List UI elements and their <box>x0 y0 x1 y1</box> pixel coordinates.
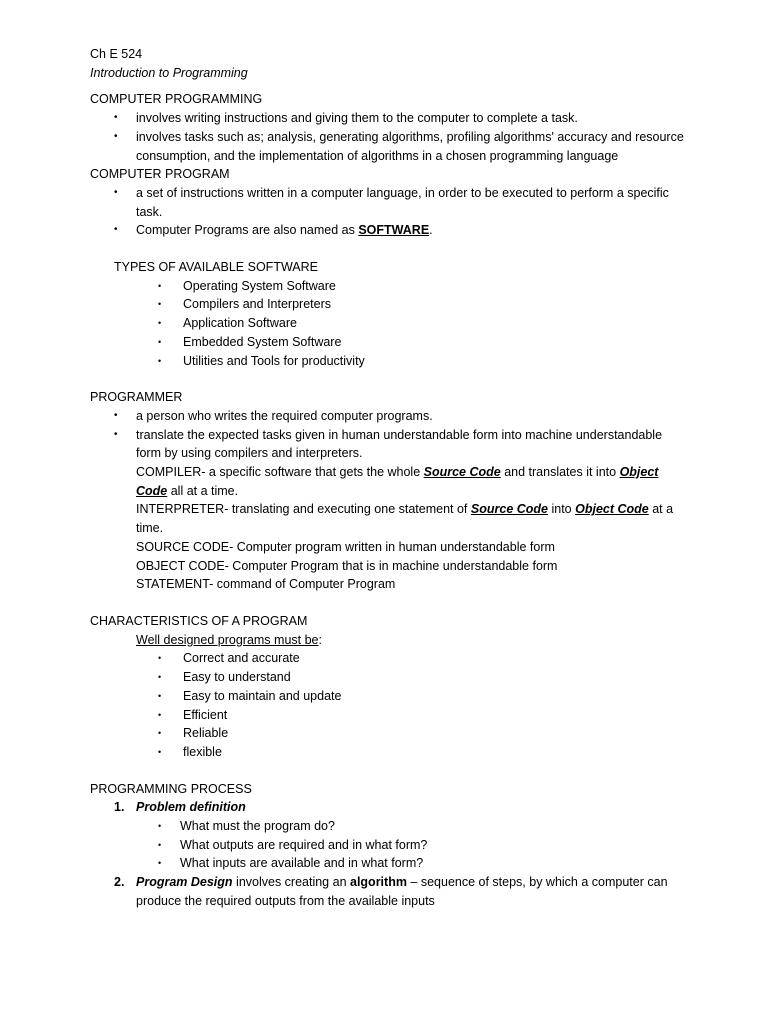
text-run: . <box>429 223 433 238</box>
list-item <box>90 649 690 668</box>
list-item-text: Efficient <box>183 707 228 722</box>
text-run: – sequence of steps, by which a computer can produce the required outputs from the available inputs <box>136 875 668 908</box>
text-run: into <box>548 502 576 517</box>
text-run: : <box>318 632 322 647</box>
statement-definition: STATEMENT- command of Computer Program <box>136 577 396 592</box>
bullet-icon: • <box>158 821 162 832</box>
bullet-icon: • <box>158 728 162 739</box>
object-code-term: Object Code <box>575 502 649 517</box>
list-item-text: What outputs are required and in what form? <box>180 837 428 852</box>
course-code: Ch E 524 <box>90 47 143 61</box>
object-code-term: Object Code <box>136 465 659 498</box>
section-heading-computer-programming: COMPUTER PROGRAMMING <box>90 92 263 107</box>
list-item <box>90 109 690 128</box>
list-item <box>90 743 690 762</box>
bullet-icon: • <box>114 130 118 142</box>
algorithm-term: algorithm <box>350 875 407 890</box>
list-item-text: Application Software <box>183 316 297 331</box>
bullet-icon: • <box>158 280 162 291</box>
bullet-icon: • <box>158 299 162 310</box>
text-run: involves creating an <box>232 875 350 890</box>
list-item-text: Operating System Software <box>183 278 336 293</box>
list-item-text: a person who writes the required computer programs. <box>136 408 433 423</box>
list-item <box>90 687 690 706</box>
text-run: INTERPRETER- translating and executing one statement of <box>136 502 471 517</box>
object-code-definition: OBJECT CODE- Computer Program that is in machine understandable form <box>136 558 558 573</box>
compiler-definition <box>90 463 684 500</box>
section-heading-programming-process: PROGRAMMING PROCESS <box>90 781 252 796</box>
list-item-text: a set of instructions written in a computer language, in order to be executed to perform a specific task. <box>136 185 669 219</box>
list-item-text: What inputs are available and in what form? <box>180 856 424 871</box>
bullet-icon: • <box>158 653 162 664</box>
section-heading-computer-program: COMPUTER PROGRAM <box>90 167 230 182</box>
step-text <box>136 873 684 910</box>
bullet-icon: • <box>158 858 162 869</box>
list-item <box>90 295 690 314</box>
list-item-text: Easy to maintain and update <box>183 688 342 703</box>
text-run: all at a time. <box>167 483 239 498</box>
step-title: Problem definition <box>136 800 246 815</box>
bullet-icon: • <box>114 428 118 440</box>
list-item <box>90 128 690 165</box>
numbered-step <box>90 798 690 817</box>
section-heading-software-types: TYPES OF AVAILABLE SOFTWARE <box>114 260 318 275</box>
text-run: COMPILER- a specific software that gets the whole <box>136 465 424 480</box>
list-item <box>90 817 690 836</box>
step-title: Program Design <box>136 875 233 890</box>
list-item-text: What must the program do? <box>180 819 335 834</box>
list-item <box>90 407 690 426</box>
bullet-icon: • <box>158 690 162 701</box>
list-item <box>90 426 690 463</box>
step-number: 2. <box>114 875 125 890</box>
software-emphasis: SOFTWARE <box>358 223 430 238</box>
section-heading-characteristics: CHARACTERISTICS OF A PROGRAM <box>90 613 308 628</box>
list-item <box>90 221 690 240</box>
bullet-icon: • <box>158 709 162 720</box>
list-item <box>90 277 690 296</box>
list-item <box>90 184 690 221</box>
list-item <box>90 352 690 371</box>
list-item <box>90 854 690 873</box>
section-heading-programmer: PROGRAMMER <box>90 390 183 405</box>
list-item-text: Correct and accurate <box>183 651 300 666</box>
bullet-icon: • <box>158 318 162 329</box>
bullet-icon: • <box>114 112 118 124</box>
text-run: Computer Programs are also named as <box>136 223 359 238</box>
list-item-text: Compilers and Interpreters <box>183 297 331 312</box>
list-item-text <box>136 221 684 240</box>
list-item <box>90 333 690 352</box>
bullet-icon: • <box>114 409 118 421</box>
bullet-icon: • <box>114 186 118 198</box>
bullet-icon: • <box>158 839 162 850</box>
text-run: and translates it into <box>500 465 620 480</box>
source-code-term: Source Code <box>470 502 548 517</box>
characteristics-intro <box>90 631 684 650</box>
list-item-text: flexible <box>183 744 222 759</box>
list-item <box>90 724 690 743</box>
source-code-definition: SOURCE CODE- Computer program written in human understandable form <box>136 539 555 554</box>
bullet-icon: • <box>114 224 118 236</box>
list-item-text: Reliable <box>183 726 229 741</box>
bullet-icon: • <box>158 336 162 347</box>
list-item-text: Easy to understand <box>183 670 291 685</box>
bullet-icon: • <box>158 355 162 366</box>
text-run: Well designed programs must be <box>136 632 319 647</box>
list-item <box>90 836 690 855</box>
list-item-text: Utilities and Tools for productivity <box>183 353 365 368</box>
list-item-text: translate the expected tasks given in human understandable form into machine understandable form by using compilers and interpreters. <box>136 427 663 461</box>
bullet-icon: • <box>158 746 162 757</box>
list-item <box>90 706 690 725</box>
list-item-text: involves writing instructions and giving them to the computer to complete a task. <box>136 111 578 126</box>
list-item-text: involves tasks such as; analysis, generating algorithms, profiling algorithms' accuracy and resource consumption, and the implementation of algorithms in a chosen programming language <box>136 129 684 163</box>
bullet-icon: • <box>158 672 162 683</box>
step-number: 1. <box>114 800 125 815</box>
list-item <box>90 668 690 687</box>
numbered-step <box>90 873 690 910</box>
list-item <box>90 314 690 333</box>
list-item-text: Embedded System Software <box>183 334 342 349</box>
source-code-term: Source Code <box>423 465 501 480</box>
course-subtitle: Introduction to Programming <box>90 65 248 80</box>
text-run: at a time. <box>136 502 674 536</box>
interpreter-definition <box>90 500 684 537</box>
